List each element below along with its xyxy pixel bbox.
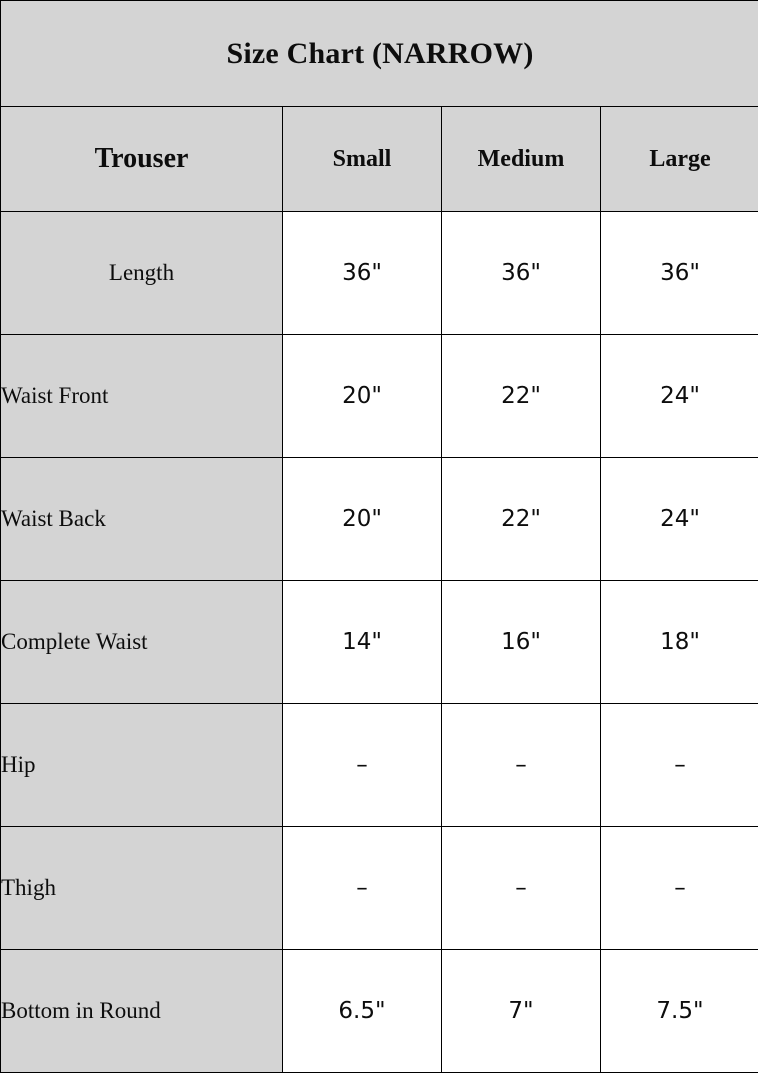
cell-hip-medium: –: [442, 704, 601, 827]
cell-hip-small: –: [283, 704, 442, 827]
cell-hip-large: –: [601, 704, 758, 827]
cell-thigh-small: –: [283, 827, 442, 950]
cell-waist-front-large: 24": [601, 335, 758, 458]
cell-length-small: 36": [283, 212, 442, 335]
table-row: [1, 335, 758, 458]
cell-waist-back-medium: 22": [442, 458, 601, 581]
row-label-bottom-in-round: Bottom in Round: [1, 950, 283, 1073]
row-label-waist-back: Waist Back: [1, 458, 283, 581]
table-row: [1, 581, 758, 704]
table-row: [1, 704, 758, 827]
column-header-medium: Medium: [442, 107, 601, 212]
cell-complete-waist-small: 14": [283, 581, 442, 704]
cell-thigh-medium: –: [442, 827, 601, 950]
table-row: [1, 458, 758, 581]
table-row: [1, 950, 758, 1073]
row-label-waist-front: Waist Front: [1, 335, 283, 458]
page-title: Size Chart (NARROW): [1, 1, 758, 107]
cell-waist-front-medium: 22": [442, 335, 601, 458]
table-row: [1, 827, 758, 950]
cell-thigh-large: –: [601, 827, 758, 950]
cell-bottom-in-round-small: 6.5": [283, 950, 442, 1073]
row-label-complete-waist: Complete Waist: [1, 581, 283, 704]
cell-waist-back-small: 20": [283, 458, 442, 581]
row-label-thigh: Thigh: [1, 827, 283, 950]
column-header-trouser: Trouser: [1, 107, 283, 212]
cell-bottom-in-round-large: 7.5": [601, 950, 758, 1073]
cell-bottom-in-round-medium: 7": [442, 950, 601, 1073]
cell-waist-front-small: 20": [283, 335, 442, 458]
title-row: [1, 1, 758, 107]
table-row: [1, 212, 758, 335]
column-header-large: Large: [601, 107, 758, 212]
cell-length-large: 36": [601, 212, 758, 335]
column-header-small: Small: [283, 107, 442, 212]
cell-complete-waist-large: 18": [601, 581, 758, 704]
cell-complete-waist-medium: 16": [442, 581, 601, 704]
row-label-length: Length: [1, 212, 283, 335]
cell-waist-back-large: 24": [601, 458, 758, 581]
row-label-hip: Hip: [1, 704, 283, 827]
cell-length-medium: 36": [442, 212, 601, 335]
table-header-row: [1, 107, 758, 212]
